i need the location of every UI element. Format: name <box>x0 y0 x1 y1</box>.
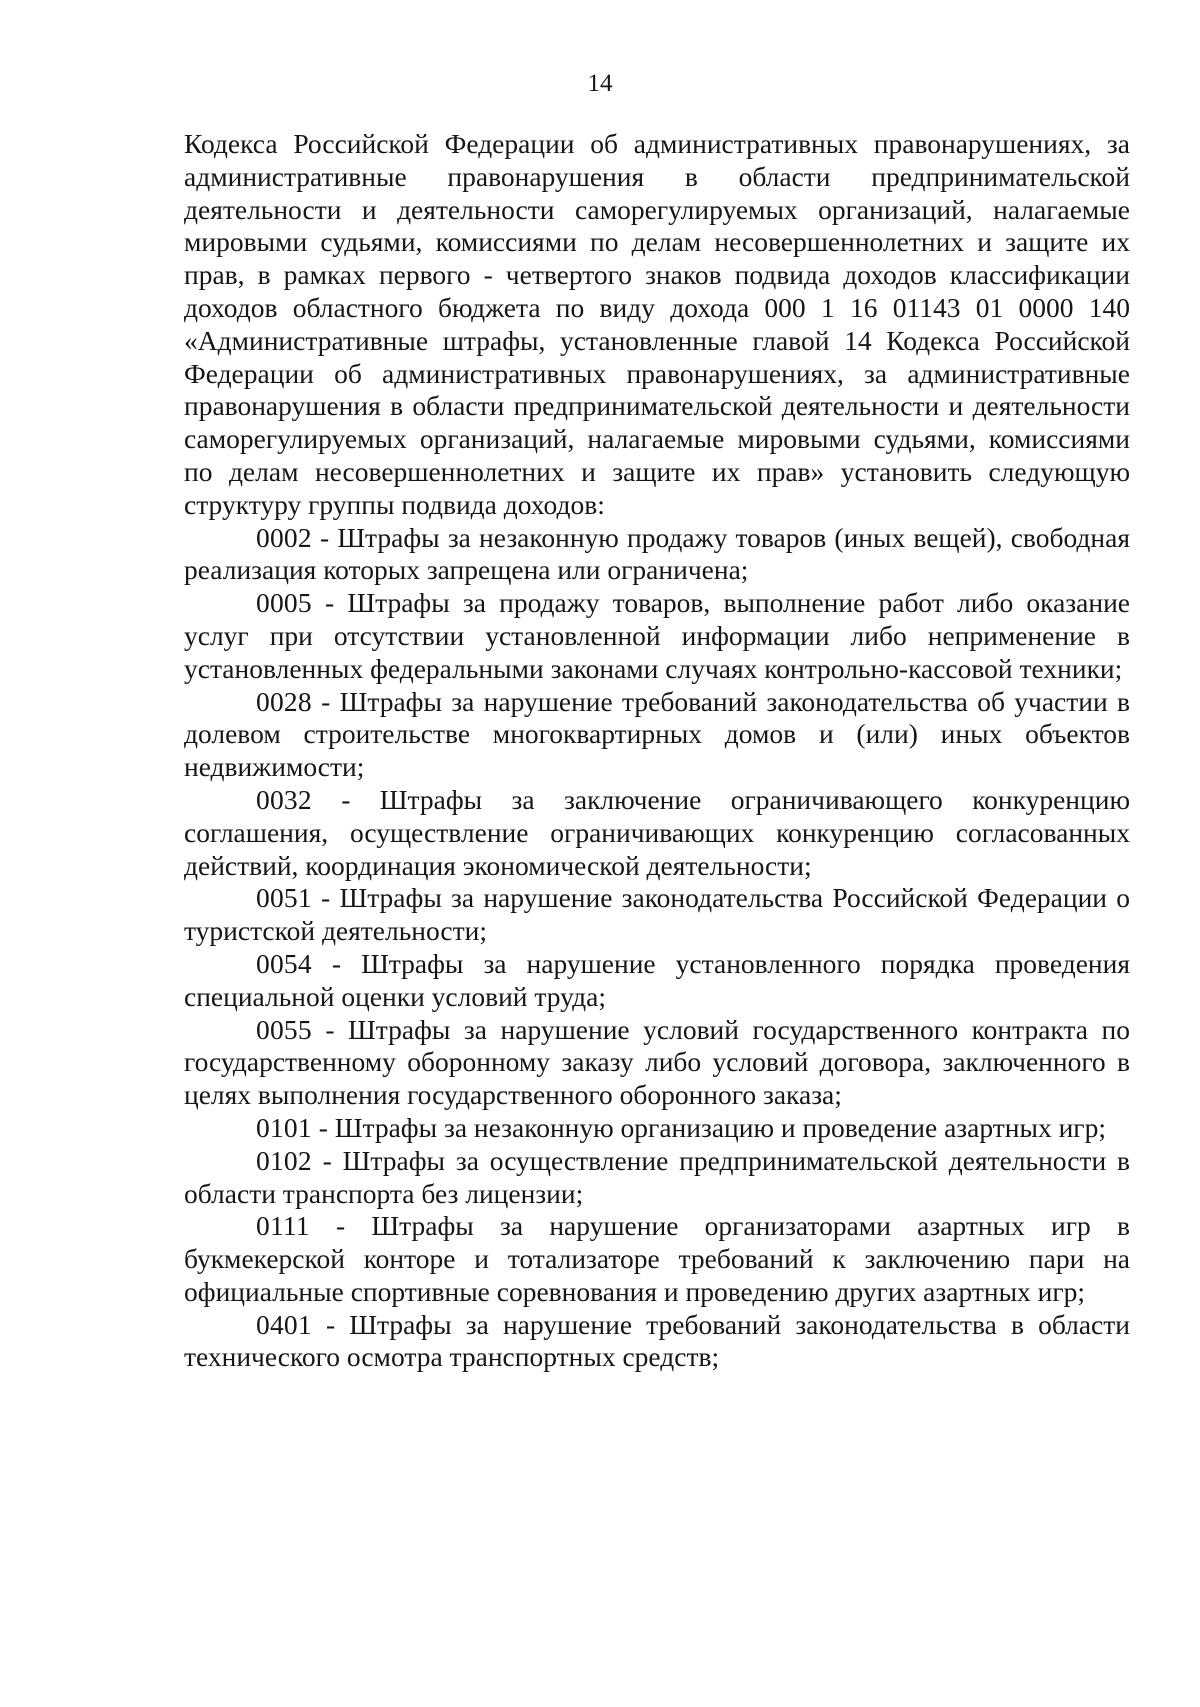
item-text: Штрафы за продажу товаров, выполнение работ либо оказание услуг при отсутствии установленной информации либо неприменение в установленных федеральными законами случаях контрольно-кассовой техники; <box>184 587 1130 684</box>
list-item: 0005 - Штрафы за продажу товаров, выполнение работ либо оказание услуг при отсутствии установленной информации либо неприменение в установленных федеральными законами случаях контрольно-кассовой техники; <box>184 587 1130 684</box>
list-item: 0028 - Штрафы за нарушение требований законодательства об участии в долевом строительстве многоквартирных домов и (или) иных объектов недвижимости; <box>184 685 1130 783</box>
item-code: 0032 <box>256 783 312 815</box>
item-code: 0005 <box>256 587 312 619</box>
list-item: 0032 - Штрафы за заключение ограничивающего конкуренцию соглашения, осуществление ограничивающих конкуренцию согласованных действий, координация экономической деятельности; <box>184 783 1130 881</box>
item-text: Штрафы за нарушение требований законодательства об участии в долевом строительстве многоквартирных домов и (или) иных объектов недвижимости; <box>184 685 1130 783</box>
item-code: 0028 <box>256 685 312 717</box>
page-number: 14 <box>587 70 613 97</box>
item-code: 0101 <box>256 1111 312 1143</box>
item-text: Штрафы за нарушение условий государственного контракта по государственному оборонному заказу либо условий договора, заключенного в целях выполнения государственного оборонного заказа; <box>184 1013 1130 1111</box>
item-text: Штрафы за нарушение законодательства Российской Федерации о туристской деятельности; <box>184 882 1130 947</box>
item-code: 0401 <box>256 1308 312 1340</box>
item-text: Штрафы за нарушение организаторами азартных игр в букмекерской конторе и тотализаторе требований к заключению пари на официальные спортивные соревнования и проведению других азартных игр; <box>184 1210 1130 1307</box>
item-code: 0055 <box>256 1013 312 1045</box>
list-item: 0051 - Штрафы за нарушение законодательства Российской Федерации о туристской деятельности; <box>184 882 1130 947</box>
item-code: 0051 <box>256 882 312 914</box>
item-code: 0002 <box>256 521 312 553</box>
item-code: 0111 <box>256 1210 310 1242</box>
list-item: 0055 - Штрафы за нарушение условий государственного контракта по государственному оборонному заказу либо условий договора, заключенного в целях выполнения государственного оборонного заказа; <box>184 1013 1130 1111</box>
document-body <box>184 128 1130 1374</box>
intro-paragraph: Кодекса Российской Федерации об административных правонарушениях, за административные правонарушения в области предпринимательской деятельности и деятельности саморегулируемых организаций, налагаемые мировыми судьями, комиссиями по делам несовершеннолетних и защите их прав, в рамках первого - четвертого знаков подвида доходов классификации доходов областного бюджета по виду дохода 000 1 16 01143 01 0000 140 «Административные штрафы, установленные главой 14 Кодекса Российской Федерации об административных правонарушениях, за административные правонарушения в области предпринимательской деятельности и деятельности саморегулируемых организаций, налагаемые мировыми судьями, комиссиями по делам несовершеннолетних и защите их прав» установить следующую структуру группы подвида доходов: <box>184 128 1130 520</box>
list-item: 0002 - Штрафы за незаконную продажу товаров (иных вещей), свободная реализация которых запрещена или ограничена; <box>184 521 1130 586</box>
item-code: 0054 <box>256 947 312 979</box>
list-item: 0102 - Штрафы за осуществление предпринимательской деятельности в области транспорта без лицензии; <box>184 1144 1130 1209</box>
list-item: 0111 - Штрафы за нарушение организаторами азартных игр в букмекерской конторе и тотализаторе требований к заключению пари на официальные спортивные соревнования и проведению других азартных игр; <box>184 1210 1130 1307</box>
list-item: 0054 - Штрафы за нарушение установленного порядка проведения специальной оценки условий труда; <box>184 947 1130 1012</box>
list-item: 0101 - Штрафы за незаконную организацию и проведение азартных игр; <box>256 1111 1106 1143</box>
item-code: 0102 <box>256 1144 312 1176</box>
item-text: Штрафы за заключение ограничивающего конкуренцию соглашения, осуществление ограничивающих конкуренцию согласованных действий, координация экономической деятельности; <box>184 783 1130 881</box>
item-text: Штрафы за нарушение установленного порядка проведения специальной оценки условий труда; <box>184 947 1130 1012</box>
item-text: Штрафы за осуществление предпринимательской деятельности в области транспорта без лицензии; <box>184 1144 1130 1209</box>
item-text: Штрафы за незаконную организацию и проведение азартных игр; <box>334 1111 1106 1143</box>
item-text: Штрафы за незаконную продажу товаров (иных вещей), свободная реализация которых запрещена или ограничена; <box>184 521 1130 586</box>
list-item: 0401 - Штрафы за нарушение требований законодательства в области технического осмотра транспортных средств; <box>184 1308 1130 1373</box>
item-text: Штрафы за нарушение требований законодательства в области технического осмотра транспортных средств; <box>184 1308 1130 1373</box>
